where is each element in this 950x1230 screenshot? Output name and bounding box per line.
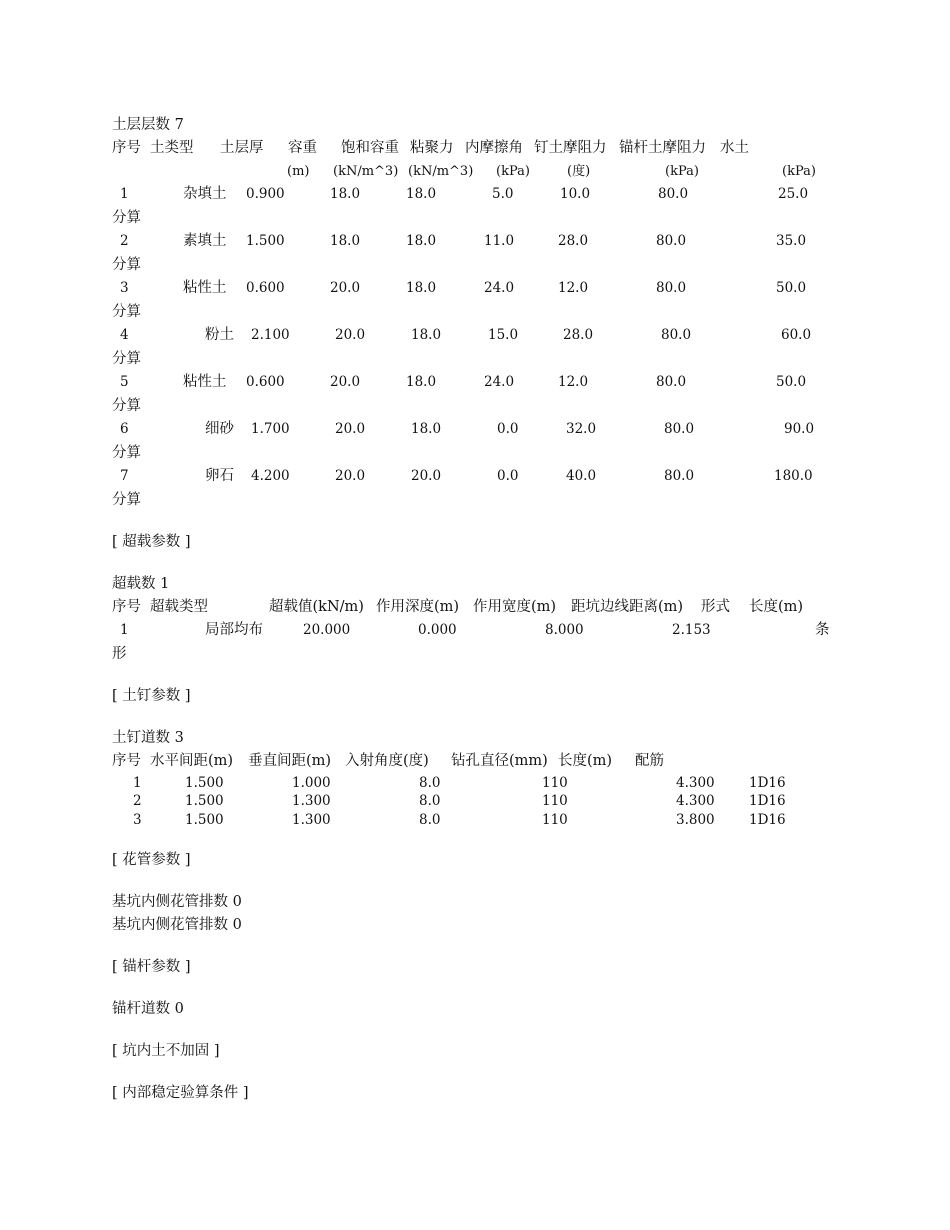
row-no: 6 [120, 421, 129, 437]
unit-cohesion: (kPa) [496, 164, 530, 179]
row-rebar: 1D16 [749, 793, 786, 809]
row-surcharge-value: 20.000 [303, 622, 351, 638]
row-friction-angle: 12.0 [558, 374, 589, 390]
unit-nail-friction: (kPa) [665, 164, 699, 179]
header-v-spacing: 垂直间距(m) [248, 753, 332, 769]
row-nail-friction: 80.0 [664, 468, 695, 484]
row-sat-unit-weight: 18.0 [411, 421, 442, 437]
row-unit-weight: 20.0 [330, 374, 361, 390]
header-thickness: 土层厚 [220, 140, 264, 156]
row-no: 3 [120, 280, 129, 296]
row-no: 3 [133, 812, 142, 828]
row-friction-angle: 12.0 [558, 280, 589, 296]
row-angle: 8.0 [419, 775, 441, 791]
row-cohesion: 15.0 [488, 327, 519, 343]
row-hole-diameter: 110 [542, 775, 568, 791]
row-length: 4.300 [676, 775, 715, 791]
row-thickness: 1.500 [246, 233, 285, 249]
header-sat-unit-weight: 饱和容重 [341, 140, 399, 156]
row-rebar: 1D16 [749, 812, 786, 828]
row-no: 7 [120, 468, 129, 484]
row-angle: 8.0 [419, 793, 441, 809]
row-cohesion: 0.0 [497, 468, 519, 484]
row-action-depth: 0.000 [418, 622, 457, 638]
row-no: 2 [120, 233, 129, 249]
row-sat-unit-weight: 18.0 [406, 186, 437, 202]
row-anchor-friction: 50.0 [776, 374, 807, 390]
row-rebar: 1D16 [749, 775, 786, 791]
header-cohesion: 粘聚力 [410, 140, 454, 156]
surcharge-count: 超载数 1 [112, 576, 170, 592]
row-length: 4.300 [676, 793, 715, 809]
row-h-spacing: 1.500 [185, 775, 224, 791]
row-unit-weight: 20.0 [335, 421, 366, 437]
row-sat-unit-weight: 18.0 [411, 327, 442, 343]
row-friction-angle: 10.0 [560, 186, 591, 202]
unit-unit-weight: (kN/m^3) [333, 164, 399, 179]
header-h-spacing: 水平间距(m) [150, 753, 234, 769]
row-anchor-friction: 180.0 [774, 468, 813, 484]
row-soil-type: 粉土 [205, 327, 234, 343]
row-calc-method: 分算 [112, 351, 141, 367]
header-no: 序号 [112, 753, 141, 769]
header-soil-type: 土类型 [150, 140, 194, 156]
row-sat-unit-weight: 18.0 [406, 374, 437, 390]
header-unit-weight: 容重 [288, 140, 317, 156]
row-no: 4 [120, 327, 129, 343]
row-no: 2 [133, 793, 142, 809]
row-sat-unit-weight: 18.0 [406, 280, 437, 296]
row-anchor-friction: 50.0 [776, 280, 807, 296]
header-length: 长度(m) [558, 753, 613, 769]
row-hole-diameter: 110 [542, 793, 568, 809]
row-soil-type: 卵石 [205, 468, 234, 484]
row-unit-weight: 20.0 [335, 327, 366, 343]
row-thickness: 0.600 [246, 280, 285, 296]
row-cohesion: 11.0 [484, 233, 515, 249]
header-angle: 入射角度(度) [345, 753, 429, 769]
row-cohesion: 24.0 [484, 374, 515, 390]
row-length: 3.800 [676, 812, 715, 828]
row-v-spacing: 1.000 [292, 775, 331, 791]
row-anchor-friction: 60.0 [781, 327, 812, 343]
header-no: 序号 [112, 140, 141, 156]
row-no: 1 [120, 622, 129, 638]
row-nail-friction: 80.0 [656, 233, 687, 249]
row-calc-method: 分算 [112, 257, 141, 273]
header-water-soil: 水土 [720, 140, 749, 156]
row-edge-distance: 2.153 [672, 622, 711, 638]
row-unit-weight: 18.0 [330, 233, 361, 249]
row-nail-friction: 80.0 [664, 421, 695, 437]
unit-anchor-friction: (kPa) [782, 164, 816, 179]
row-thickness: 4.200 [251, 468, 290, 484]
row-anchor-friction: 90.0 [784, 421, 815, 437]
section-title-pit-soil: [ 坑内土不加固 ] [112, 1043, 220, 1059]
row-soil-type: 杂填土 [183, 186, 227, 202]
row-form: 条 [815, 622, 830, 638]
row-surcharge-type: 局部均布 [205, 622, 263, 638]
row-h-spacing: 1.500 [185, 793, 224, 809]
header-surcharge-value: 超载值(kN/m) [269, 599, 364, 615]
unit-thickness: (m) [287, 164, 310, 179]
section-title-anchor: [ 锚杆参数 ] [112, 959, 191, 975]
row-unit-weight: 20.0 [335, 468, 366, 484]
row-unit-weight: 18.0 [330, 186, 361, 202]
row-thickness: 1.700 [251, 421, 290, 437]
row-sat-unit-weight: 18.0 [406, 233, 437, 249]
row-calc-method: 分算 [112, 492, 141, 508]
section-title-pipe: [ 花管参数 ] [112, 852, 191, 868]
nail-count: 土钉道数 3 [112, 730, 184, 746]
soil-layer-count: 土层层数 7 [112, 117, 184, 133]
row-friction-angle: 40.0 [566, 468, 597, 484]
row-no: 5 [120, 374, 129, 390]
header-rebar: 配筋 [635, 753, 664, 769]
header-length: 长度(m) [749, 599, 804, 615]
section-title-surcharge: [ 超载参数 ] [112, 534, 191, 550]
row-unit-weight: 20.0 [330, 280, 361, 296]
row-hole-diameter: 110 [542, 812, 568, 828]
row-soil-type: 细砂 [205, 421, 234, 437]
row-soil-type: 粘性土 [183, 280, 227, 296]
row-thickness: 2.100 [251, 327, 290, 343]
row-no: 1 [133, 775, 142, 791]
section-title-nail: [ 土钉参数 ] [112, 688, 191, 704]
header-nail-friction: 钉土摩阻力 [534, 140, 607, 156]
row-nail-friction: 80.0 [656, 374, 687, 390]
row-calc-method: 分算 [112, 445, 141, 461]
row-v-spacing: 1.300 [292, 793, 331, 809]
row-nail-friction: 80.0 [656, 280, 687, 296]
unit-sat-unit-weight: (kN/m^3) [408, 164, 474, 179]
row-angle: 8.0 [419, 812, 441, 828]
row-soil-type: 粘性土 [183, 374, 227, 390]
pipe-rows-line-1: 基坑内侧花管排数 0 [112, 894, 242, 910]
row-friction-angle: 32.0 [566, 421, 597, 437]
row-nail-friction: 80.0 [661, 327, 692, 343]
row-anchor-friction: 35.0 [776, 233, 807, 249]
row-calc-method: 分算 [112, 210, 141, 226]
header-action-width: 作用宽度(m) [473, 599, 557, 615]
header-friction-angle: 内摩擦角 [465, 140, 523, 156]
row-calc-method: 分算 [112, 398, 141, 414]
header-anchor-friction: 锚杆土摩阻力 [619, 140, 706, 156]
row-form-wrap: 形 [112, 646, 127, 662]
section-title-stability: [ 内部稳定验算条件 ] [112, 1085, 249, 1101]
row-thickness: 0.900 [246, 186, 285, 202]
row-soil-type: 素填土 [183, 233, 227, 249]
row-friction-angle: 28.0 [558, 233, 589, 249]
row-cohesion: 5.0 [492, 186, 514, 202]
header-form: 形式 [701, 599, 730, 615]
row-thickness: 0.600 [246, 374, 285, 390]
row-calc-method: 分算 [112, 304, 141, 320]
pipe-rows-line-2: 基坑内侧花管排数 0 [112, 917, 242, 933]
unit-friction-angle: (度) [567, 164, 591, 179]
row-cohesion: 0.0 [497, 421, 519, 437]
header-action-depth: 作用深度(m) [376, 599, 460, 615]
row-action-width: 8.000 [545, 622, 584, 638]
header-hole-diameter: 钻孔直径(mm) [451, 753, 548, 769]
anchor-count: 锚杆道数 0 [112, 1001, 184, 1017]
header-no: 序号 [112, 599, 141, 615]
header-surcharge-type: 超载类型 [150, 599, 208, 615]
row-nail-friction: 80.0 [658, 186, 689, 202]
row-no: 1 [120, 186, 129, 202]
header-edge-distance: 距坑边线距离(m) [571, 599, 684, 615]
row-cohesion: 24.0 [484, 280, 515, 296]
row-h-spacing: 1.500 [185, 812, 224, 828]
row-sat-unit-weight: 20.0 [411, 468, 442, 484]
row-v-spacing: 1.300 [292, 812, 331, 828]
row-anchor-friction: 25.0 [778, 186, 809, 202]
row-friction-angle: 28.0 [563, 327, 594, 343]
